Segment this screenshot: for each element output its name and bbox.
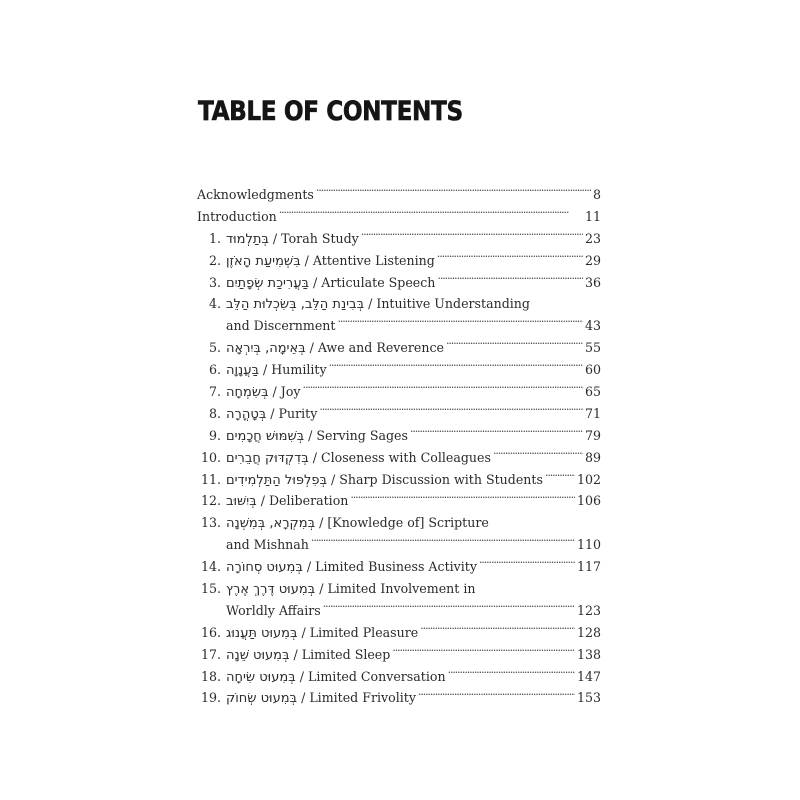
separator: / bbox=[293, 646, 298, 662]
page-number: 110 bbox=[576, 537, 601, 553]
page-number: 147 bbox=[576, 668, 601, 684]
chapter-number: 7. bbox=[208, 384, 221, 400]
chapter-number: 6. bbox=[208, 362, 221, 378]
page-number: 153 bbox=[576, 690, 601, 706]
page-number: 128 bbox=[576, 624, 601, 640]
hebrew-title: בְּשִׂמְחָה bbox=[226, 385, 269, 401]
entry-label: Serving Sages bbox=[316, 427, 408, 443]
chapter-number: 2. bbox=[208, 252, 221, 268]
chapter-number: 15. bbox=[200, 581, 221, 597]
separator: / bbox=[308, 427, 313, 443]
page-number: 55 bbox=[584, 340, 601, 356]
dot-leader bbox=[479, 559, 575, 572]
entry-label-continued: and Mishnah bbox=[226, 537, 309, 553]
chapter-number: 10. bbox=[200, 449, 221, 465]
page-number: 11 bbox=[584, 208, 601, 224]
page-number: 123 bbox=[576, 602, 601, 618]
entry-label: Limited Pleasure bbox=[309, 624, 419, 640]
page-number: 117 bbox=[576, 559, 601, 575]
chapter-number: 12. bbox=[200, 493, 221, 509]
chapter-number: 16. bbox=[200, 624, 221, 640]
toc-entry-acknowledgments[interactable] bbox=[197, 184, 601, 206]
toc-entry-chapter-8[interactable] bbox=[197, 403, 601, 425]
separator: / bbox=[331, 471, 336, 487]
toc-entry-chapter-1[interactable] bbox=[197, 228, 601, 250]
chapter-number: 8. bbox=[208, 405, 221, 421]
dot-leader bbox=[448, 668, 575, 681]
entry-label-continued: and Discernment bbox=[226, 318, 336, 334]
hebrew-title: בִּשְׁמִיעַת הָאֹזֶן bbox=[226, 253, 301, 269]
dot-leader bbox=[418, 690, 575, 703]
page-number: 65 bbox=[584, 384, 601, 400]
hebrew-title: בְּמִעוּט דֶּרֶךְ אֶרֶץ bbox=[226, 582, 316, 598]
page-number: 23 bbox=[584, 230, 601, 246]
separator: / bbox=[304, 252, 309, 268]
hebrew-title: בְּשִׁמּוּשׁ חֲכָמִים bbox=[226, 428, 305, 444]
separator: / bbox=[299, 668, 304, 684]
dot-leader bbox=[437, 252, 583, 265]
toc-entry-chapter-16[interactable] bbox=[197, 622, 601, 644]
separator: / bbox=[306, 559, 312, 575]
hebrew-title: בְּאֵימָה, בְּיִרְאָה bbox=[226, 341, 306, 357]
separator: / bbox=[309, 340, 314, 356]
page-number: 138 bbox=[576, 646, 601, 662]
page-number: 60 bbox=[584, 362, 601, 378]
toc-entry-chapter-14[interactable] bbox=[197, 556, 601, 578]
dot-leader bbox=[279, 208, 583, 221]
chapter-number: 9. bbox=[208, 427, 221, 443]
toc-entry-chapter-4[interactable] bbox=[197, 293, 601, 315]
toc-entry-chapter-11[interactable] bbox=[197, 469, 601, 491]
toc-entry-chapter-12[interactable] bbox=[197, 490, 601, 512]
page-number: 29 bbox=[584, 252, 601, 268]
toc-entry-chapter-6[interactable] bbox=[197, 359, 601, 381]
entry-label: Awe and Reverence bbox=[317, 340, 444, 356]
page-number: 8 bbox=[592, 187, 601, 202]
toc-entry-chapter-15[interactable] bbox=[197, 578, 601, 600]
dot-leader bbox=[437, 274, 583, 287]
dot-leader bbox=[316, 186, 591, 199]
hebrew-title: בְּמִעוּט שְׂחוֹק bbox=[226, 691, 298, 707]
dot-leader bbox=[446, 340, 583, 353]
separator: / bbox=[272, 384, 277, 400]
toc-entry-chapter-18[interactable] bbox=[197, 666, 601, 688]
dot-leader bbox=[323, 602, 575, 615]
entry-label: Sharp Discussion with Students bbox=[339, 471, 543, 487]
chapter-number: 14. bbox=[200, 559, 221, 575]
hebrew-title: בְּפִלְפּוּל הַתַּלְמִידִים bbox=[226, 472, 327, 488]
separator: / bbox=[301, 624, 306, 640]
entry-label: Limited Frivolity bbox=[309, 690, 416, 706]
page-number: 106 bbox=[576, 493, 601, 509]
toc-entry-chapter-3[interactable] bbox=[197, 272, 601, 294]
page-number: 102 bbox=[576, 471, 601, 487]
page-number: 43 bbox=[584, 318, 601, 334]
hebrew-title: בְּמִעוּט שֵׁנָה bbox=[226, 647, 290, 663]
dot-leader bbox=[545, 471, 575, 484]
entry-label: Articulate Speech bbox=[321, 274, 436, 290]
chapter-number: 3. bbox=[208, 274, 221, 290]
page-number: 71 bbox=[584, 405, 601, 421]
separator: / bbox=[260, 493, 265, 509]
hebrew-title: בְּמִעוּט תַּעֲנוּג bbox=[226, 625, 298, 641]
separator: / bbox=[368, 296, 373, 312]
toc-entry-chapter-17[interactable] bbox=[197, 644, 601, 666]
entry-label: Limited Conversation bbox=[307, 668, 446, 684]
dot-leader bbox=[303, 383, 583, 396]
entry-label: Deliberation bbox=[268, 493, 349, 509]
entry-label: [Knowledge of] Scripture bbox=[327, 515, 489, 531]
entry-label: Limited Business Activity bbox=[315, 559, 477, 575]
dot-leader bbox=[329, 362, 583, 375]
toc-entry-chapter-19[interactable] bbox=[197, 687, 601, 709]
page-number: 89 bbox=[584, 449, 601, 465]
dot-leader bbox=[410, 427, 583, 440]
toc-entry-chapter-7[interactable] bbox=[197, 381, 601, 403]
page-number: 36 bbox=[584, 274, 601, 290]
hebrew-title: בְּמִעוּט סְחוֹרָה bbox=[226, 560, 303, 576]
page-number: 79 bbox=[584, 427, 601, 443]
toc-entry-chapter-13[interactable] bbox=[197, 512, 601, 534]
entry-label: Intuitive Understanding bbox=[376, 296, 530, 312]
toc-entry-chapter-5[interactable] bbox=[197, 337, 601, 359]
toc-entry-introduction[interactable] bbox=[197, 206, 601, 228]
chapter-number: 13. bbox=[200, 515, 221, 531]
toc-entry-chapter-13-cont[interactable] bbox=[197, 534, 601, 556]
entry-label: Purity bbox=[278, 405, 318, 421]
entry-label: Introduction bbox=[197, 208, 277, 224]
dot-leader bbox=[420, 624, 575, 637]
hebrew-title: בְּבִינַת הַלֵּב, בְּשִׂכְלוּת הַלֵּב bbox=[226, 297, 365, 313]
separator: / bbox=[312, 274, 318, 290]
hebrew-title: בַּעֲרִיכַת שְׂפָתַיִם bbox=[226, 275, 309, 291]
separator: / bbox=[312, 449, 317, 465]
separator: / bbox=[319, 581, 324, 597]
dot-leader bbox=[311, 537, 575, 550]
entry-label: Torah Study bbox=[281, 230, 359, 246]
dot-leader bbox=[392, 646, 575, 659]
chapter-number: 1. bbox=[208, 230, 221, 246]
separator: / bbox=[301, 690, 306, 706]
chapter-number: 19. bbox=[200, 690, 221, 706]
hebrew-title: בְּיִשּׁוּב bbox=[226, 494, 257, 510]
toc-entry-chapter-2[interactable] bbox=[197, 250, 601, 272]
chapter-number: 18. bbox=[200, 668, 221, 684]
chapter-number: 5. bbox=[208, 340, 221, 356]
dot-leader bbox=[337, 318, 582, 331]
separator: / bbox=[272, 230, 278, 246]
dot-leader bbox=[493, 449, 583, 462]
toc-list bbox=[197, 184, 601, 709]
entry-label: Limited Involvement in bbox=[327, 581, 476, 597]
page-title: TABLE OF CONTENTS bbox=[198, 96, 463, 127]
dot-leader bbox=[350, 493, 575, 506]
chapter-number: 4. bbox=[208, 296, 221, 312]
hebrew-title: בְּתַלְמוּד bbox=[226, 231, 269, 247]
toc-entry-chapter-4-cont[interactable] bbox=[197, 315, 601, 337]
entry-label: Limited Sleep bbox=[301, 646, 391, 662]
dot-leader bbox=[319, 405, 583, 418]
separator: / bbox=[263, 362, 268, 378]
entry-label: Humility bbox=[271, 362, 327, 378]
entry-label: Acknowledgments bbox=[197, 187, 314, 202]
toc-entry-chapter-15-cont[interactable] bbox=[197, 600, 601, 622]
hebrew-title: בְּמִקְרָא, בְּמִשְׁנָה bbox=[226, 516, 316, 532]
toc-entry-chapter-10[interactable] bbox=[197, 447, 601, 469]
entry-label: Joy bbox=[280, 384, 301, 400]
chapter-number: 11. bbox=[200, 471, 221, 487]
hebrew-title: בַּעֲנָוָה bbox=[226, 363, 260, 379]
entry-label: Attentive Listening bbox=[312, 252, 435, 268]
separator: / bbox=[319, 515, 324, 531]
chapter-number: 17. bbox=[200, 646, 221, 662]
toc-entry-chapter-9[interactable] bbox=[197, 425, 601, 447]
entry-label: Closeness with Colleagues bbox=[320, 449, 491, 465]
hebrew-title: בְּטָהֳרָה bbox=[226, 406, 267, 422]
hebrew-title: בְּמִעוּט שִׂיחָה bbox=[226, 669, 296, 685]
dot-leader bbox=[361, 230, 583, 243]
hebrew-title: בְּדִקְדּוּק חֲבֵרִים bbox=[226, 450, 309, 466]
entry-label-continued: Worldly Affairs bbox=[226, 602, 321, 618]
separator: / bbox=[270, 405, 275, 421]
